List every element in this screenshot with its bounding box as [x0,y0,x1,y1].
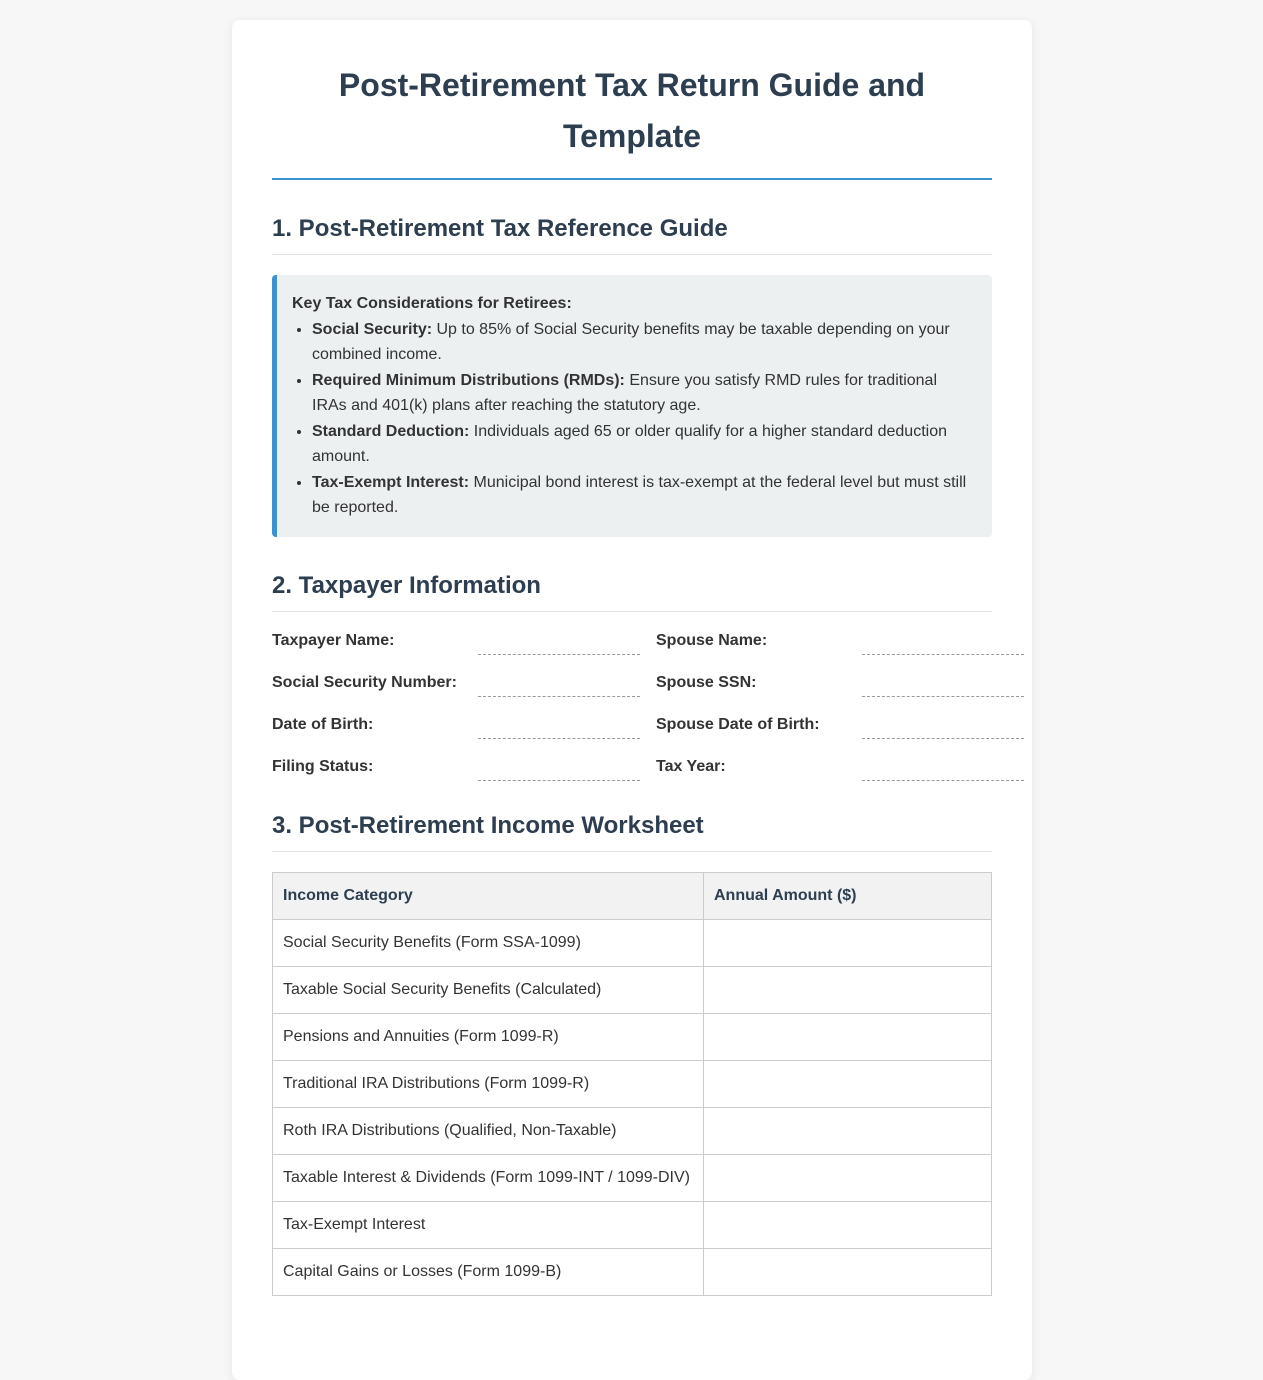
spouse-name-field[interactable] [862,628,1024,655]
income-category-cell: Social Security Benefits (Form SSA-1099) [273,919,704,966]
date-of-birth-label: Date of Birth: [272,715,374,733]
section-income-worksheet-title: 3. Post-Retirement Income Worksheet [272,811,992,852]
table-row [273,1201,992,1248]
income-category-cell: Pensions and Annuities (Form 1099-R) [273,1013,704,1060]
spouse-date-of-birth-field[interactable] [862,712,1024,739]
section-reference-guide-title: 1. Post-Retirement Tax Reference Guide [272,214,992,255]
table-row [273,1060,992,1107]
table-row [273,919,992,966]
income-category-cell: Tax-Exempt Interest [273,1201,704,1248]
annual-amount-cell[interactable] [704,966,992,1013]
income-category-cell: Taxable Social Security Benefits (Calculated) [273,966,704,1013]
income-category-cell: Roth IRA Distributions (Qualified, Non-Taxable) [273,1107,704,1154]
list-item-text: Ensure you satisfy RMD rules for traditional IRAs and 401(k) plans after reaching the statutory age. [312,371,938,414]
section-taxpayer-info-title: 2. Taxpayer Information [272,571,992,612]
list-item-text: Individuals aged 65 or older qualify for a higher standard deduction amount. [312,422,947,465]
table-row [273,1154,992,1201]
ssn-field[interactable] [478,670,640,697]
ssn-label: Social Security Number: [272,673,457,691]
income-category-cell: Traditional IRA Distributions (Form 1099-R) [273,1060,704,1107]
list-item-term: Required Minimum Distributions (RMDs): [312,371,625,389]
taxpayer-info-form [272,628,992,781]
annual-amount-cell[interactable] [704,1060,992,1107]
annual-amount-cell[interactable] [704,1201,992,1248]
list-item [312,419,976,470]
annual-amount-cell[interactable] [704,1013,992,1060]
tax-year-field[interactable] [862,754,1024,781]
list-item-term: Standard Deduction: [312,422,470,440]
list-item [312,317,976,368]
list-item-term: Social Security: [312,320,433,338]
taxpayer-name-field[interactable] [478,628,640,655]
list-item [312,368,976,419]
list-item [312,470,976,521]
list-item-text: Up to 85% of Social Security benefits may be taxable depending on your combined income. [312,320,950,363]
tax-year-label: Tax Year: [656,757,726,775]
filing-status-field[interactable] [478,754,640,781]
key-considerations-box [272,275,992,537]
annual-amount-cell[interactable] [704,1154,992,1201]
list-item-text: Municipal bond interest is tax-exempt at the federal level but must still be reported. [312,473,967,516]
document-title: Post-Retirement Tax Return Guide and Template [272,60,992,180]
table-header-row [273,872,992,919]
annual-amount-cell[interactable] [704,919,992,966]
spouse-ssn-field[interactable] [862,670,1024,697]
table-row [273,966,992,1013]
income-worksheet-table [272,872,992,1296]
income-category-cell: Taxable Interest & Dividends (Form 1099-INT / 1099-DIV) [273,1154,704,1201]
income-category-cell: Capital Gains or Losses (Form 1099-B) [273,1248,704,1295]
list-item-term: Tax-Exempt Interest: [312,473,470,491]
annual-amount-cell[interactable] [704,1107,992,1154]
taxpayer-name-label: Taxpayer Name: [272,631,395,649]
key-considerations-heading: Key Tax Considerations for Retirees: [292,295,572,312]
table-row [273,1107,992,1154]
annual-amount-cell[interactable] [704,1248,992,1295]
column-header-annual-amount: Annual Amount ($) [704,872,992,919]
filing-status-label: Filing Status: [272,757,374,775]
spouse-date-of-birth-label: Spouse Date of Birth: [656,715,820,733]
column-header-income-category: Income Category [273,872,704,919]
spouse-name-label: Spouse Name: [656,631,768,649]
spouse-ssn-label: Spouse SSN: [656,673,757,691]
document-card [232,20,1032,1380]
date-of-birth-field[interactable] [478,712,640,739]
table-row [273,1013,992,1060]
table-row [273,1248,992,1295]
key-considerations-list [292,317,976,521]
